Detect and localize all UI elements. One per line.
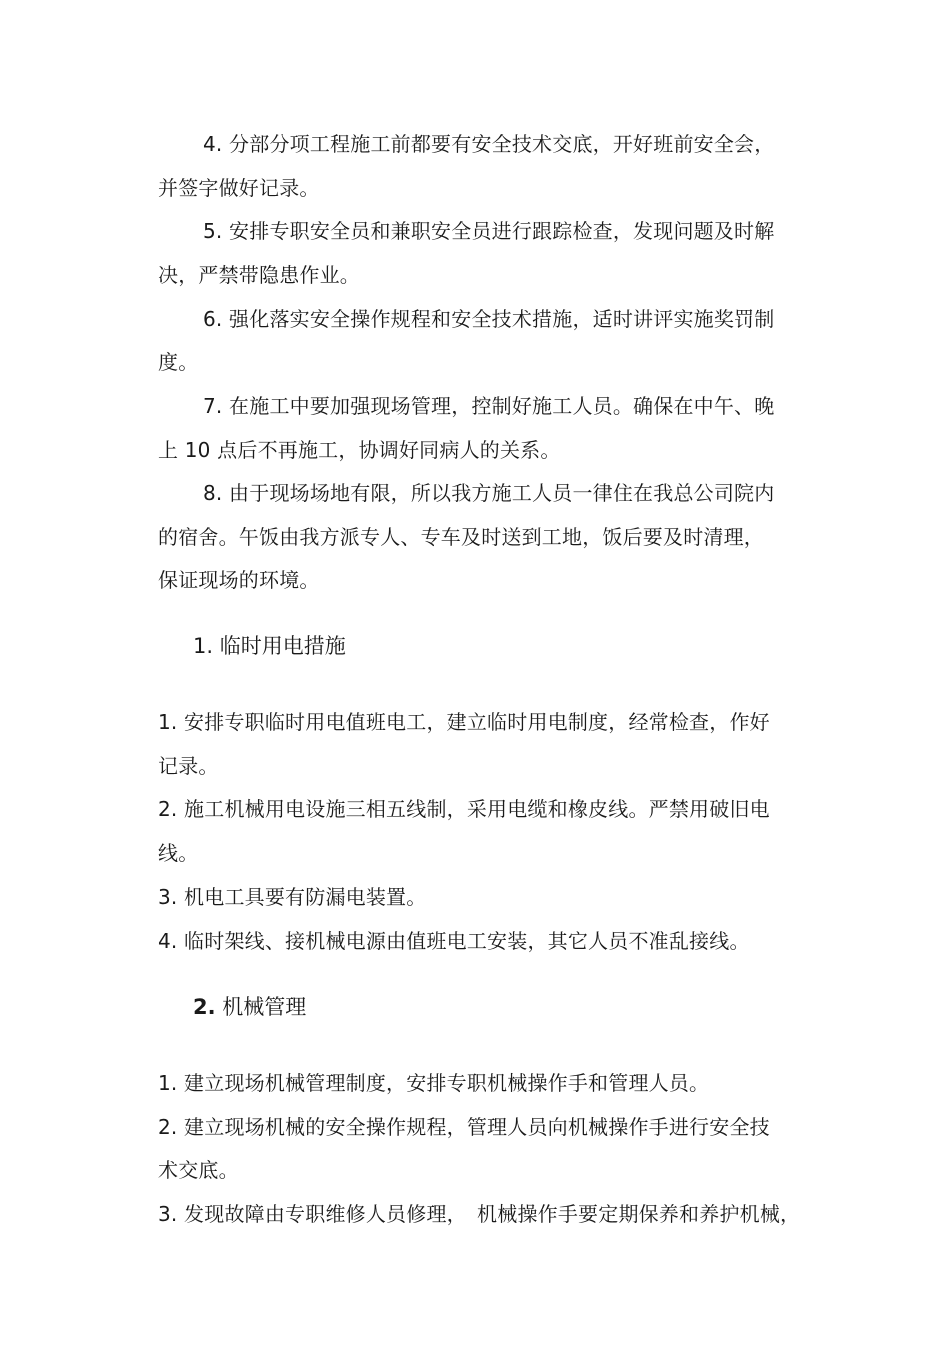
electric-item-3: 3. 机电工具要有防漏电装置。 [158, 885, 427, 909]
machine-item-2-line-1: 2. 建立现场机械的安全操作规程，管理人员向机械操作手进行安全技 [158, 1115, 770, 1139]
paragraph-4-line-1: 4. 分部分项工程施工前都要有安全技术交底，开好班前安全会， [203, 132, 775, 156]
electric-item-1-line-1: 1. 安排专职临时用电值班电工，建立临时用电制度，经常检查，作好 [158, 710, 770, 734]
paragraph-6-line-2: 度。 [158, 350, 199, 374]
section-heading-machine [193, 993, 306, 1021]
paragraph-8-line-3: 保证现场的环境。 [158, 568, 320, 592]
paragraph-6-line-1: 6. 强化落实安全操作规程和安全技术措施，适时讲评实施奖罚制 [203, 307, 775, 331]
electric-item-1-line-2: 记录。 [158, 754, 219, 778]
machine-item-3: 3. 发现故障由专职维修人员修理， 机械操作手要定期保养和养护机械， [158, 1202, 801, 1226]
section-heading-number: 2. [193, 995, 216, 1019]
paragraph-7-line-1: 7. 在施工中要加强现场管理，控制好施工人员。确保在中午、晚 [203, 394, 775, 418]
electric-item-2-line-2: 线。 [158, 841, 199, 865]
section-heading-electric: 1. 临时用电措施 [193, 634, 346, 658]
electric-item-2-line-1: 2. 施工机械用电设施三相五线制，采用电缆和橡皮线。严禁用破旧电 [158, 797, 770, 821]
paragraph-7-line-2: 上 10 点后不再施工，协调好同病人的关系。 [158, 438, 561, 462]
paragraph-4-line-2: 并签字做好记录。 [158, 176, 320, 200]
electric-item-4: 4. 临时架线、接机械电源由值班电工安装，其它人员不准乱接线。 [158, 929, 750, 953]
section-heading-text: 机械管理 [222, 995, 307, 1019]
machine-item-2-line-2: 术交底。 [158, 1158, 239, 1182]
machine-item-1: 1. 建立现场机械管理制度，安排专职机械操作手和管理人员。 [158, 1071, 710, 1095]
paragraph-5-line-1: 5. 安排专职安全员和兼职安全员进行跟踪检查，发现问题及时解 [203, 219, 775, 243]
paragraph-8-line-1: 8. 由于现场场地有限，所以我方施工人员一律住在我总公司院内 [203, 481, 775, 505]
paragraph-8-line-2: 的宿舍。午饭由我方派专人、专车及时送到工地，饭后要及时清理， [158, 525, 764, 549]
paragraph-5-line-2: 决，严禁带隐患作业。 [158, 263, 360, 287]
